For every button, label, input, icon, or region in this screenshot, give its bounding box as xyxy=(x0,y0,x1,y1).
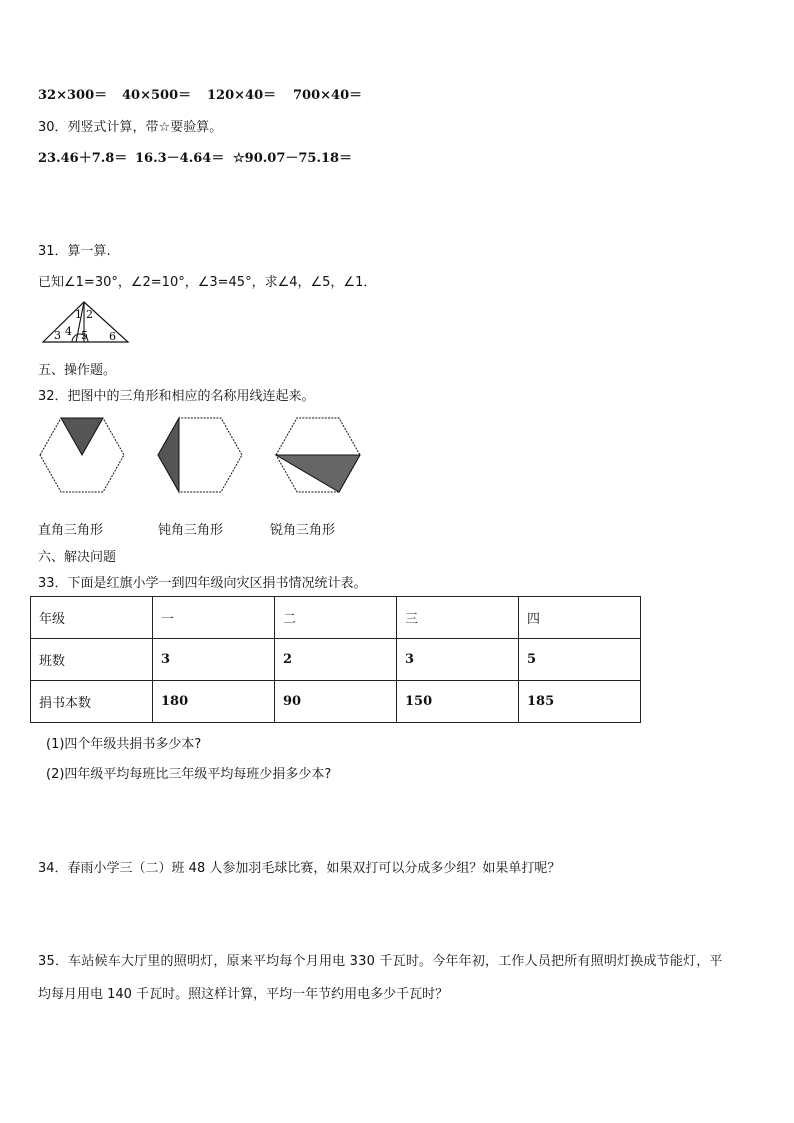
table-cell: 185 xyxy=(519,681,641,723)
table-cell: 年级 xyxy=(31,597,153,639)
table-cell: 捐书本数 xyxy=(31,681,153,723)
section-5-heading: 五、操作题。 xyxy=(38,363,117,378)
question-35-line-2: 均每月用电 140 千瓦时。照这样计算，平均一年节约用电多少千瓦时？ xyxy=(38,987,449,1002)
table-cell: 2 xyxy=(275,639,397,681)
table-cell: 班数 xyxy=(31,639,153,681)
hexagon-obtuse-triangle-figure xyxy=(156,415,244,495)
question-30-title: 30．列竖式计算，带☆要验算。 xyxy=(38,120,223,135)
table-cell: 3 xyxy=(397,639,519,681)
table-cell: 二 xyxy=(275,597,397,639)
table-cell: 5 xyxy=(519,639,641,681)
calc-item: 32×300＝ xyxy=(38,88,108,103)
table-row xyxy=(31,597,641,639)
table-cell: 3 xyxy=(153,639,275,681)
angle-label: 2 xyxy=(86,308,93,321)
angle-label: 3 xyxy=(54,329,61,342)
angle-label: 5 xyxy=(81,329,88,342)
hexagon-right-triangle-figure xyxy=(38,415,126,495)
section-6-heading: 六、解决问题 xyxy=(38,550,117,565)
table-cell: 一 xyxy=(153,597,275,639)
table-cell: 180 xyxy=(153,681,275,723)
question-31-text: 已知∠1=30°，∠2=10°，∠3=45°，求∠4，∠5，∠1． xyxy=(38,275,377,290)
table-row xyxy=(31,639,641,681)
hexagon-acute-triangle-figure xyxy=(274,415,362,495)
question-33-sub-1: (1)四个年级共捐书多少本? xyxy=(46,737,202,752)
triangle-name-acute: 锐角三角形 xyxy=(270,523,336,538)
donation-table xyxy=(30,596,641,723)
question-35-line-1: 35．车站候车大厅里的照明灯，原来平均每个月用电 330 千瓦时。今年年初，工作人员把所有照明灯换成节能灯，平 xyxy=(38,954,723,969)
calc-item: 40×500＝ xyxy=(122,88,192,103)
table-cell: 90 xyxy=(275,681,397,723)
angle-triangle-figure xyxy=(40,298,132,346)
table-cell: 150 xyxy=(397,681,519,723)
table-row xyxy=(31,681,641,723)
angle-label: 1 xyxy=(75,308,82,321)
angle-label: 4 xyxy=(65,325,72,338)
question-33-title: 33．下面是红旗小学一到四年级向灾区捐书情况统计表。 xyxy=(38,576,367,591)
calc-item: 16.3－4.64＝ xyxy=(135,151,225,166)
table-cell: 四 xyxy=(519,597,641,639)
calc-item: 120×40＝ xyxy=(207,88,277,103)
calc-item: ☆90.07－75.18＝ xyxy=(233,151,353,166)
triangle-name-right: 直角三角形 xyxy=(38,523,104,538)
question-32-title: 32．把图中的三角形和相应的名称用线连起来。 xyxy=(38,389,315,404)
angle-label: 6 xyxy=(109,330,116,343)
calc-item: 700×40＝ xyxy=(293,88,363,103)
question-34: 34．春雨小学三（二）班 48 人参加羽毛球比赛，如果双打可以分成多少组？如果单打呢？ xyxy=(38,861,561,876)
question-33-sub-2: (2)四年级平均每班比三年级平均每班少捐多少本? xyxy=(46,767,332,782)
question-31-title: 31．算一算. xyxy=(38,244,111,259)
calc-item: 23.46＋7.8＝ xyxy=(38,151,128,166)
triangle-name-obtuse: 钝角三角形 xyxy=(158,523,224,538)
table-cell: 三 xyxy=(397,597,519,639)
